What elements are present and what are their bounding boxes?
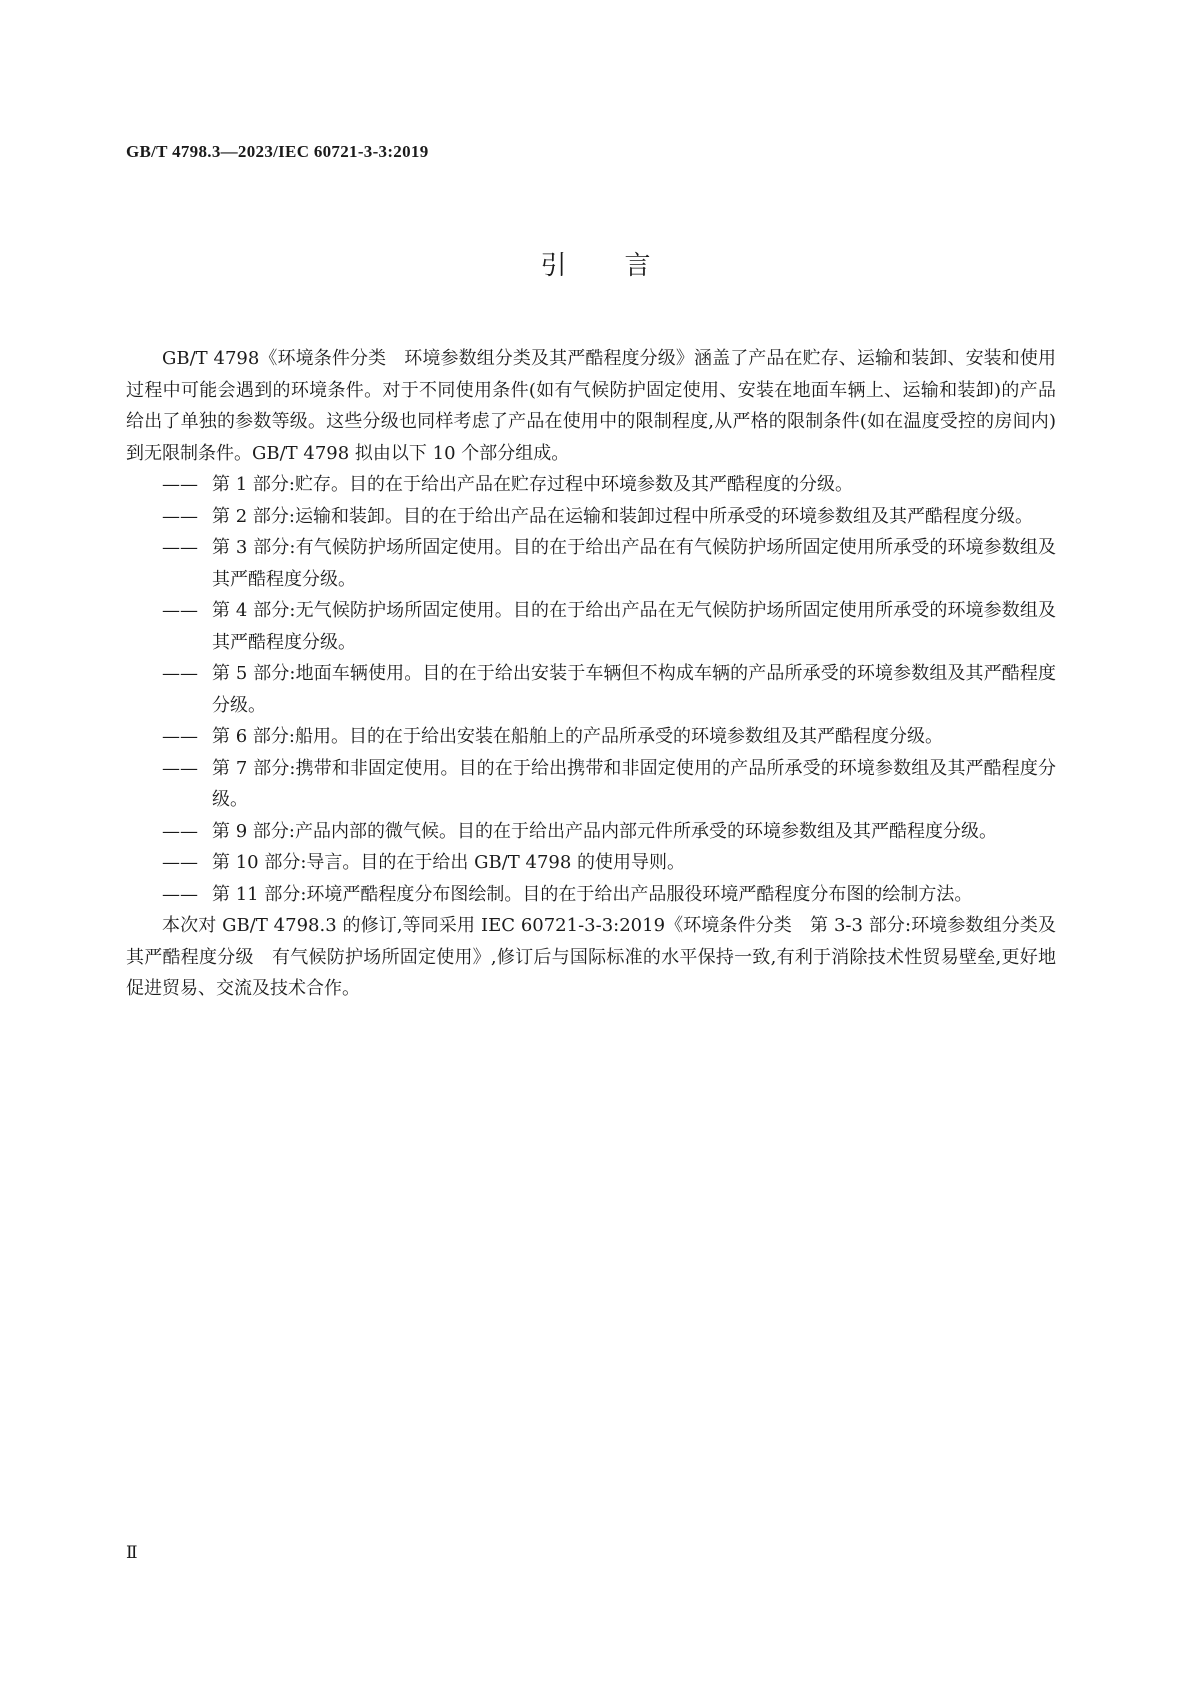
list-item-text: 第 3 部分:有气候防护场所固定使用。目的在于给出产品在有气候防护场所固定使用所承受的环境参数组及其严酷程度分级。: [212, 537, 1056, 590]
list-item: [126, 879, 1056, 911]
list-item: [126, 658, 1056, 721]
introduction-body: [126, 343, 1056, 1005]
list-item: [126, 847, 1056, 879]
list-dash: ——: [162, 663, 198, 684]
list-item: [126, 501, 1056, 533]
standard-code-header: GB/T 4798.3—2023/IEC 60721-3-3:2019: [126, 142, 429, 161]
list-item: [126, 816, 1056, 848]
parts-list: [126, 469, 1056, 910]
list-item-text: 第 1 部分:贮存。目的在于给出产品在贮存过程中环境参数及其严酷程度的分级。: [212, 474, 853, 495]
list-dash: ——: [162, 820, 198, 842]
list-dash: ——: [162, 852, 198, 873]
page-title: 引言: [540, 251, 709, 281]
list-item-text: 第 4 部分:无气候防护场所固定使用。目的在于给出产品在无气候防护场所固定使用所承受的环境参数组及其严酷程度分级。: [212, 600, 1056, 653]
list-item: [126, 753, 1056, 816]
list-dash: ——: [162, 757, 198, 779]
list-dash: ——: [162, 537, 198, 558]
closing-paragraph: 本次对 GB/T 4798.3 的修订,等同采用 IEC 60721-3-3:2019《环境条件分类 第 3-3 部分:环境参数组分类及其严酷程度分级 有气候防护场所固定使用》,修订后与国际标准的水平保持一致,有利于消除技术性贸易壁垒,更好地促进贸易、交流及技术合作。: [126, 915, 1056, 999]
list-dash: ——: [162, 726, 198, 747]
list-item: [126, 532, 1056, 595]
list-dash: ——: [162, 474, 198, 495]
list-item-text: 第 2 部分:运输和装卸。目的在于给出产品在运输和装卸过程中所承受的环境参数组及其严酷程度分级。: [212, 505, 1033, 527]
list-dash: ——: [162, 883, 198, 905]
list-item-text: 第 10 部分:导言。目的在于给出 GB/T 4798 的使用导则。: [212, 852, 686, 873]
list-item: [126, 721, 1056, 753]
list-item: [126, 469, 1056, 501]
intro-paragraph: GB/T 4798《环境条件分类 环境参数组分类及其严酷程度分级》涵盖了产品在贮存、运输和装卸、安装和使用过程中可能会遇到的环境条件。对于不同使用条件(如有气候防护固定使用、安装在地面车辆上、运输和装卸)的产品给出了单独的参数等级。这些分级也同样考虑了产品在使用中的限制程度,从严格的限制条件(如在温度受控的房间内)到无限制条件。GB/T 4798 拟由以下 10 个部分组成。: [126, 348, 1056, 464]
list-item-text: 第 9 部分:产品内部的微气候。目的在于给出产品内部元件所承受的环境参数组及其严酷程度分级。: [212, 820, 997, 842]
list-item-text: 第 6 部分:船用。目的在于给出安装在船舶上的产品所承受的环境参数组及其严酷程度分级。: [212, 726, 943, 747]
list-dash: ——: [162, 505, 198, 527]
page-number: Ⅱ: [126, 1543, 138, 1562]
list-item-text: 第 7 部分:携带和非固定使用。目的在于给出携带和非固定使用的产品所承受的环境参数组及其严酷程度分级。: [212, 757, 1056, 810]
list-item: [126, 595, 1056, 658]
list-dash: ——: [162, 600, 198, 621]
list-item-text: 第 11 部分:环境严酷程度分布图绘制。目的在于给出产品服役环境严酷程度分布图的绘制方法。: [212, 883, 973, 905]
list-item-text: 第 5 部分:地面车辆使用。目的在于给出安装于车辆但不构成车辆的产品所承受的环境参数组及其严酷程度分级。: [212, 663, 1056, 716]
